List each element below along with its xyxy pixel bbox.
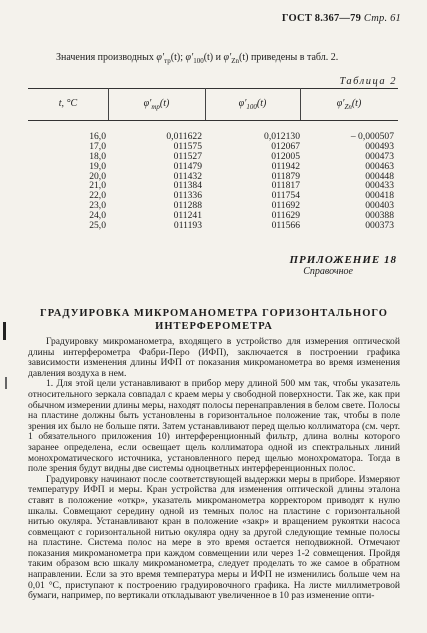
phi-subscript: 100 [193, 57, 204, 65]
table-header-rule [28, 120, 398, 121]
intro-text: Значения производных [56, 52, 157, 63]
table-cell: 011432 [173, 170, 202, 182]
table-cell: 16,0 [89, 131, 106, 142]
margin-mark [5, 377, 7, 389]
phi-symbol: φ′ [185, 52, 194, 63]
table-cell: 000473 [365, 150, 394, 162]
table-cell: 19,0 [89, 160, 106, 172]
table-cell: 011479 [173, 160, 202, 172]
table-cell: 0,012130 [264, 131, 300, 142]
column-header-t: t, °C [58, 98, 78, 109]
section-title: ГРАДУИРОВКА МИКРОМАНОМЕТРА ГОРИЗОНТАЛЬНОГО ИНТЕРФЕРОМЕТРА [40, 308, 388, 332]
column-header-phi-tr [108, 98, 205, 111]
intro-text: (t) приведены в табл. 2. [239, 52, 339, 63]
phi-symbol: φ′ [336, 98, 345, 109]
column-phi-tr [118, 132, 202, 231]
table-cell: 20,0 [89, 170, 106, 182]
margin-mark [3, 322, 6, 340]
table-caption: Таблица 2 [339, 76, 397, 87]
phi-subscript: тр [151, 103, 160, 111]
table-cell: 000373 [365, 220, 394, 232]
paragraph: 1. Для этой цели устанавливают в прибор меру длиной 500 мм так, чтобы указатель относительного зеркала совпадал с краем меры у свободной поверхности. Так же, как при обычном измерении длины меры, находят полосы перенаправления в белом свете. Полосы на пластине должны быть установлены в горизонтальное положение так, чтобы в поле зрения их было не больше пяти. Затем устанавливают перед щелью коллиматора (см. черт. 1 обязательного приложения 10) интерференционный фильтр, длина волны которого заранее определена, если освещает щель коллиматора одной из спектральных линий монохроматического источника, установленного перед щелью монохроматора. Тогда в поле зрения будут видны две системы одноцветных интерференционных полос. [28, 378, 400, 475]
column-phi-zn [308, 132, 394, 231]
phi-subscript: Zn [231, 57, 240, 65]
table-cell: 011193 [173, 220, 202, 232]
phi-symbol: φ′ [156, 52, 165, 63]
table-cell: 011817 [271, 180, 300, 192]
phi-subscript: тр [164, 57, 171, 65]
table-cell: – 0,000507 [350, 131, 394, 142]
table-cell: 011879 [271, 170, 300, 182]
paragraph: Градуировку начинают после соответствующей выдержки меры в приборе. Измеряют температуру ИФП и меры. Кран устройства для изменения оптической длины эталона ставят в положение «откр», указатель микроманометра корректором приводят к нулю шкалы. Совмещают середину одной из темных полос на пластине с горизонтальной нитью окуляра. Устанавливают кран в положение «закр» и вращением рукоятки насоса совмещают с горизонтальной нитью окуляра одну за другой следующие темные полосы на пластине. Система полос на мере в это время остается неподвижной. Отмечают показания микроманометра при каждом совмещении или через 1-2 совмещения. Пройдя таким образом всю шкалу микроманометра, следует проделать то же самое в обратном направлении. Если за это время температура меры и ИФП не изменились больше чем на 0,01 °С, приступают к построению градуировочного графика. На листе миллиметровой бумаги, например, по вертикали откладывают увеличенное в 10 раз изменение опти- [28, 473, 400, 602]
table-cell: 011566 [271, 220, 300, 232]
intro-text: (t); [170, 52, 186, 63]
table-cell: 21,0 [89, 180, 106, 192]
appendix-type: Справочное [303, 266, 353, 277]
column-header-phi-100 [205, 98, 300, 111]
table-cell: 000433 [365, 180, 394, 192]
table-cell: 24,0 [89, 210, 106, 222]
table-cell: 18,0 [89, 150, 106, 162]
table-cell: 22,0 [89, 190, 106, 202]
standard-number: ГОСТ 8.367—79 [281, 13, 362, 24]
table-cell: 23,0 [89, 200, 106, 212]
phi-argument: (t) [351, 98, 362, 109]
table-cell: 011384 [173, 180, 202, 192]
phi-argument: (t) [256, 98, 267, 109]
intro-line [56, 52, 338, 65]
table-cell: 011629 [271, 210, 300, 222]
phi-symbol: φ′ [143, 98, 152, 109]
column-t [28, 132, 106, 231]
table-cell: 012067 [271, 140, 300, 152]
column-header-phi-zn [300, 98, 398, 111]
table-cell: 000493 [365, 140, 394, 152]
table-cell: 0,011622 [166, 131, 202, 142]
table-cell: 011527 [173, 150, 202, 162]
table-cell: 011942 [271, 160, 300, 172]
table-cell: 000388 [365, 210, 394, 222]
table-cell: 000418 [365, 190, 394, 202]
page-number: Стр. 61 [363, 13, 401, 24]
table-cell: 011288 [173, 200, 202, 212]
table-cell: 011336 [173, 190, 202, 202]
table-cell: 000463 [365, 160, 394, 172]
table-cell: 17,0 [89, 140, 106, 152]
table-top-rule [28, 88, 398, 89]
table-cell: 012005 [271, 150, 300, 162]
phi-argument: (t) [159, 98, 170, 109]
column-phi-100 [216, 132, 300, 231]
table-cell: 000448 [365, 170, 394, 182]
body-text [28, 337, 400, 602]
phi-symbol: φ′ [238, 98, 247, 109]
table-body [28, 132, 400, 232]
table-cell: 011575 [173, 140, 202, 152]
table-cell: 011241 [173, 210, 202, 222]
table-cell: 000403 [365, 200, 394, 212]
table-cell: 25,0 [89, 220, 106, 232]
phi-subscript: 100 [246, 103, 257, 111]
table-cell: 011692 [271, 200, 300, 212]
intro-text: (t) и [203, 52, 224, 63]
phi-subscript: Zn [344, 103, 352, 111]
page-header [282, 13, 401, 24]
phi-symbol: φ′ [223, 52, 232, 63]
table-cell: 011754 [271, 190, 300, 202]
appendix-label: ПРИЛОЖЕНИЕ 18 [289, 254, 397, 266]
paragraph: Градуировку микроманометра, входящего в устройство для измерения оптической длины интерферометра Фабри-Перо (ИФП), заключается в построении графика зависимости изменения длины ИФП от показания микроманометра во время изменения давления воздуха в нем. [28, 336, 400, 379]
